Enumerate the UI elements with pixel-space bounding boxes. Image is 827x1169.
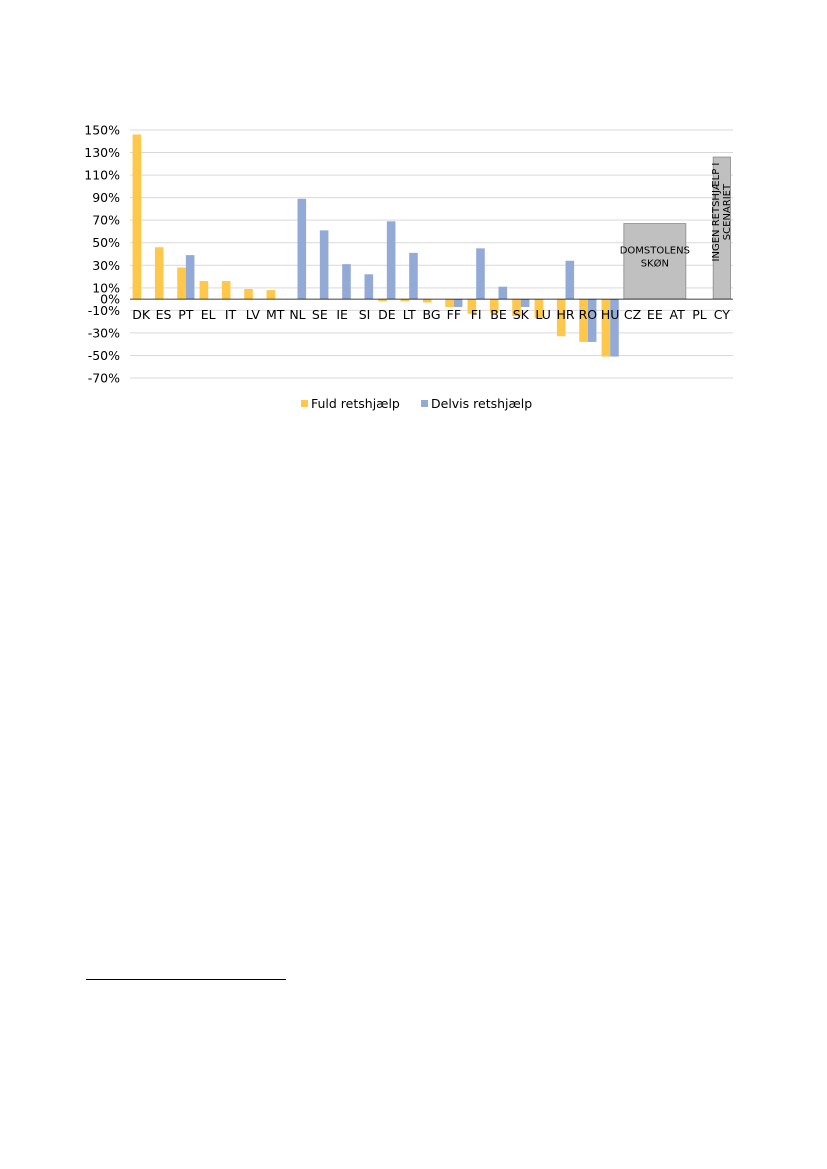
bar-delvis-ff [454, 299, 463, 307]
bar-delvis-fi [476, 248, 485, 299]
x-tick-label: PL [692, 307, 707, 323]
bar-delvis-si [365, 274, 374, 299]
x-tick-label: BG [422, 307, 441, 323]
x-tick-label: MT [265, 307, 285, 323]
x-tick-label: RO [578, 307, 598, 323]
y-axis-tick-labels [84, 123, 120, 386]
bar-fuld-es [155, 247, 164, 299]
x-tick-label: FI [470, 307, 482, 323]
x-tick-label: EE [646, 307, 663, 323]
x-tick-label: FF [446, 307, 462, 323]
y-tick-label: 50% [92, 235, 120, 251]
x-tick-label: CZ [623, 307, 642, 323]
footnote-separator [86, 979, 286, 980]
x-tick-label: HU [600, 307, 620, 323]
x-tick-label: SE [311, 307, 328, 323]
bar-delvis-de [387, 221, 396, 299]
y-tick-label: -70% [87, 370, 120, 386]
bar-fuld-dk [133, 135, 142, 300]
legend-swatch-delvis [421, 400, 428, 407]
bar-fuld-el [200, 281, 209, 299]
x-tick-label: HR [556, 307, 575, 323]
x-tick-label: IT [224, 307, 237, 323]
bar-delvis-pt [186, 255, 195, 299]
x-tick-label: DK [132, 307, 151, 323]
legend-label-fuld: Fuld retshjælp [311, 396, 400, 411]
annotation-boxes [620, 157, 733, 299]
bar-delvis-ie [342, 264, 351, 299]
x-tick-label: AT [669, 307, 685, 323]
x-tick-label: PT [178, 307, 194, 323]
annotation-label: DOMSTOLENS [619, 245, 690, 257]
y-tick-label: 0% [100, 291, 120, 307]
x-tick-label: IE [336, 307, 348, 323]
x-tick-label: LT [402, 307, 416, 323]
x-tick-label: NL [289, 307, 306, 323]
y-tick-label: -30% [87, 325, 120, 341]
y-tick-label: 150% [84, 122, 120, 138]
legend-label-delvis: Delvis retshjælp [431, 396, 533, 411]
bar-fuld-pt [177, 268, 186, 300]
bar-fuld-ff [445, 299, 454, 307]
x-tick-label: EL [200, 307, 216, 323]
bar-delvis-be [499, 287, 508, 299]
x-tick-label: ES [155, 307, 172, 323]
bar-delvis-sk [521, 299, 530, 307]
annotation-label: INGEN RETSHJÆLP ISCENARIET [710, 162, 733, 262]
legend [301, 396, 532, 411]
y-tick-label: 110% [84, 167, 120, 183]
y-tick-label: 90% [92, 190, 120, 206]
bar-chart [0, 0, 827, 440]
bar-fuld-it [222, 281, 231, 299]
bar-fuld-lv [244, 289, 253, 299]
x-tick-label: BE [490, 307, 507, 323]
y-tick-label: 10% [92, 280, 120, 296]
legend-swatch-fuld [301, 400, 308, 407]
annotation-label: SKØN [640, 258, 669, 270]
bar-fuld-bg [423, 299, 432, 302]
x-tick-label: LU [535, 307, 551, 323]
bar-delvis-se [320, 230, 329, 299]
bars [133, 135, 619, 357]
y-tick-label: 70% [92, 212, 120, 228]
bar-fuld-mt [267, 290, 276, 299]
y-tick-label: 30% [92, 257, 120, 273]
x-tick-label: SI [358, 307, 371, 323]
y-tick-label: -10% [87, 302, 120, 318]
x-tick-label: LV [245, 307, 260, 323]
x-axis-tick-labels [132, 307, 730, 322]
x-tick-label: DE [378, 307, 396, 323]
y-tick-label: -50% [87, 347, 120, 363]
bar-delvis-nl [298, 199, 307, 299]
x-tick-label: CY [713, 307, 730, 323]
bar-delvis-hr [566, 261, 575, 299]
x-tick-label: SK [512, 307, 529, 323]
bar-delvis-lt [409, 253, 418, 299]
y-tick-label: 130% [84, 145, 120, 161]
